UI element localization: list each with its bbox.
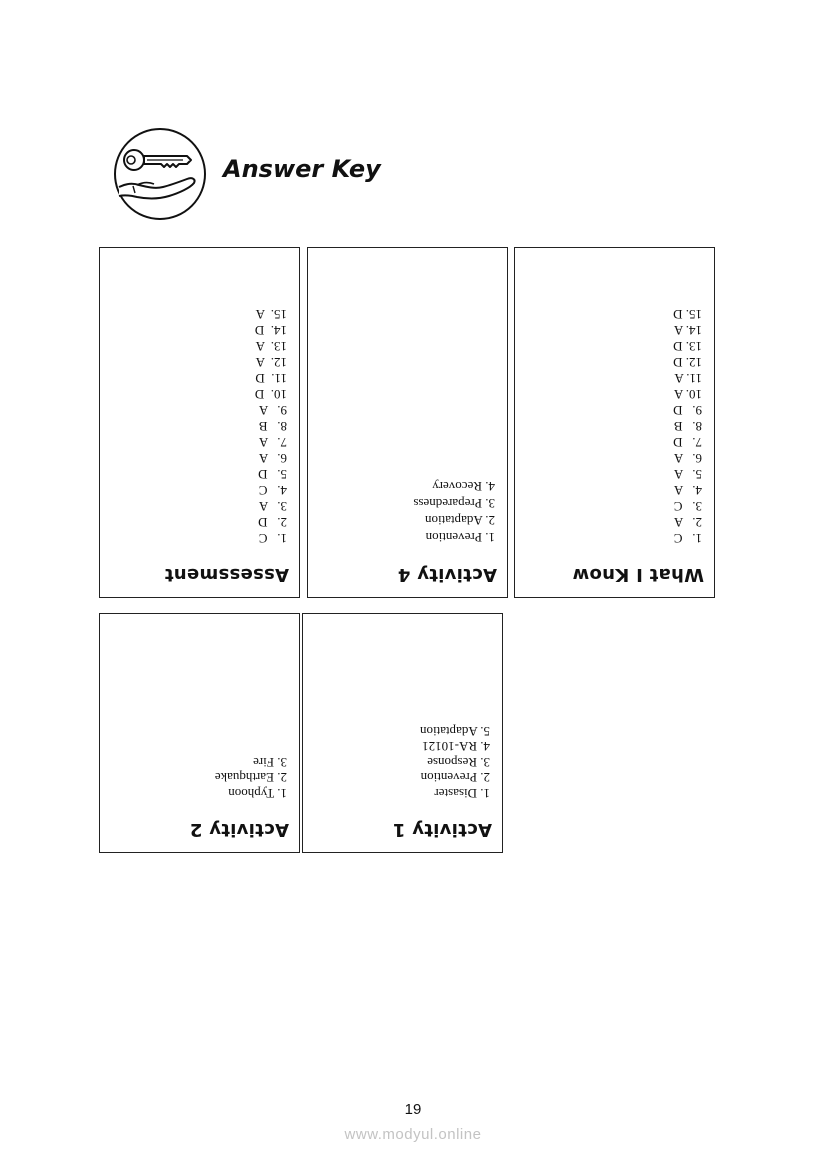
answer-item: 15. D bbox=[673, 307, 702, 322]
answer-item: 6. A bbox=[258, 451, 287, 466]
card-title: Assessment bbox=[164, 564, 289, 585]
answer-item: 3. A bbox=[258, 499, 287, 514]
answer-item: 3. Response bbox=[427, 755, 490, 770]
answer-item: 1. C bbox=[673, 531, 702, 546]
answer-item: 10. D bbox=[254, 387, 287, 402]
answer-item: 5. Adaptation bbox=[419, 724, 490, 739]
card-what-i-know bbox=[514, 247, 715, 598]
answer-list bbox=[413, 478, 495, 546]
answer-item: 3. Fire bbox=[253, 755, 287, 770]
answer-item: 8. B bbox=[258, 419, 287, 434]
answer-item: 4. A bbox=[673, 483, 702, 498]
answer-item: 2. Adaptation bbox=[424, 513, 495, 528]
answer-item: 15. A bbox=[255, 307, 287, 322]
answer-item: 12. A bbox=[255, 355, 287, 370]
answer-item: 1. Prevention bbox=[425, 530, 495, 545]
answer-item: 14. D bbox=[254, 323, 287, 338]
card-title: Activity 2 bbox=[189, 819, 289, 840]
answer-item: 2. Prevention bbox=[420, 770, 490, 786]
answer-item: 7. A bbox=[258, 435, 287, 450]
answer-list bbox=[255, 306, 287, 546]
answer-list bbox=[215, 755, 287, 802]
answer-item: 4. RA-10121 bbox=[422, 739, 490, 755]
key-in-hand-icon bbox=[113, 127, 207, 221]
answer-item: 6. A bbox=[673, 451, 702, 466]
answer-item: 11. D bbox=[255, 371, 287, 386]
answer-item: 12. D bbox=[673, 355, 702, 370]
answer-item: 3. C bbox=[673, 499, 702, 514]
answer-item: 4. C bbox=[258, 483, 287, 498]
answer-item: 2. Earthquake bbox=[214, 770, 287, 786]
card-activity-4 bbox=[307, 247, 508, 598]
answer-item: 14. A bbox=[673, 323, 702, 338]
watermark: www.modyul.online bbox=[344, 1126, 482, 1143]
answer-item: 1. Disaster bbox=[434, 786, 490, 801]
answer-item: 2. A bbox=[673, 515, 702, 530]
answer-item: 8. B bbox=[673, 419, 702, 434]
answer-item: 9. A bbox=[258, 403, 287, 418]
answer-item: 11. A bbox=[674, 371, 702, 386]
answer-list bbox=[673, 306, 702, 546]
page-number: 19 bbox=[404, 1101, 422, 1118]
card-activity-2 bbox=[99, 613, 300, 853]
card-title: What I Know bbox=[572, 564, 704, 585]
answer-item: 1. Typhoon bbox=[228, 786, 287, 801]
answer-list bbox=[420, 724, 490, 802]
answer-item: 7. D bbox=[673, 435, 702, 450]
answer-item: 2. D bbox=[258, 515, 287, 530]
answer-item: 5. D bbox=[258, 467, 287, 482]
answer-item: 13. A bbox=[255, 339, 287, 354]
card-title: Activity 4 bbox=[397, 564, 497, 585]
page-title: Answer Key bbox=[223, 155, 381, 183]
card-title: Activity 1 bbox=[392, 819, 492, 840]
card-activity-1 bbox=[302, 613, 503, 853]
answer-item: 3. Preparedness bbox=[413, 496, 495, 511]
answer-item: 4. Recovery bbox=[432, 479, 495, 494]
answer-item: 10. A bbox=[673, 387, 702, 402]
answer-item: 5. A bbox=[673, 467, 702, 482]
card-assessment bbox=[99, 247, 300, 598]
answer-item: 1. C bbox=[258, 531, 287, 546]
answer-item: 9. D bbox=[673, 403, 702, 418]
answer-item: 13. D bbox=[673, 339, 702, 354]
